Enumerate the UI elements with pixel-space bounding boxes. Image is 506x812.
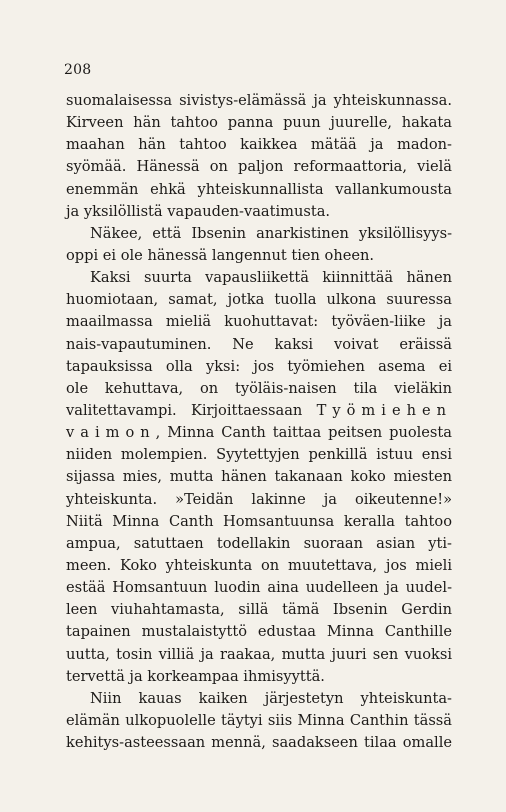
text-line-part: , Minna Canth taittaa peitsen puolesta [155, 424, 452, 442]
text-line: enemmän ehkä yhteiskunnallista vallankumousta [66, 180, 452, 198]
text-line: Kirveen hän tahtoo panna puun juurelle, hakata [66, 114, 452, 132]
spaced-title-word: vaimon [66, 424, 156, 442]
text-line-with-title [66, 422, 452, 444]
text-line-with-title [66, 400, 452, 422]
text-line: kehitys-asteessaan mennä, saadakseen tilaa omalle [66, 734, 452, 752]
text-line: leen viuhahtamasta, sillä tämä Ibsenin Gerdin [66, 601, 452, 619]
text-line: niiden molempien. Syytettyjen penkillä istuu ensi [66, 446, 452, 464]
text-line: maailmassa mieliä kuohuttavat: työväen-liike ja [66, 313, 452, 331]
paragraph-start-line: Kaksi suurta vapausliikettä kiinnittää hänen [90, 269, 452, 287]
body-text [66, 90, 452, 754]
text-line: estää Homsantuun luodin aina uudelleen ja uudel- [66, 579, 452, 597]
text-line: tapauksissa olla yksi: jos työmiehen asema ei [66, 357, 452, 375]
paragraph-start-line: Näkee, että Ibsenin anarkistinen yksilöllisyys- [90, 224, 452, 242]
text-line: ole kehuttava, on työläis-naisen tila vieläkin [66, 379, 452, 397]
text-line: yhteiskunta. »Teidän lakinne ja oikeutenne!» [66, 490, 452, 508]
text-line: huomiotaan, samat, jotka tuolla ulkona suuressa [66, 291, 452, 309]
paragraph-start-line: Niin kauas kaiken järjestetyn yhteiskunta- [90, 689, 452, 707]
text-line: tervettä ja korkeampaa ihmisyyttä. [66, 667, 325, 685]
text-line: ampua, satuttaen todellakin suoraan asian yti- [66, 534, 452, 552]
text-line: elämän ulkopuolelle täytyi siis Minna Canthin tässä [66, 711, 452, 729]
text-line: oppi ei ole hänessä langennut tien oheen. [66, 246, 375, 264]
text-line: uutta, tosin villiä ja raakaa, mutta juuri sen vuoksi [66, 645, 452, 663]
text-line: ja yksilöllistä vapauden-vaatimusta. [66, 202, 331, 220]
text-line: maahan hän tahtoo kaikkea mätää ja madon- [66, 136, 452, 154]
text-line: nais-vapautuminen. Ne kaksi voivat eräissä [66, 335, 452, 353]
text-line: meen. Koko yhteiskunta on muutettava, jos mieli [66, 556, 452, 574]
text-line-part: valitettavampi. Kirjoittaessaan [66, 401, 303, 419]
page-number: 208 [64, 62, 92, 78]
text-line: suomalaisessa sivistys-elämässä ja yhteiskunnassa. [66, 92, 452, 109]
spaced-title-word: Työmiehen [316, 401, 453, 419]
text-line: Niitä Minna Canth Homsantuunsa keralla tahtoo [66, 512, 452, 530]
text-line: syömää. Hänessä on paljon reformaattoria, vielä [66, 158, 452, 176]
text-line: sijassa mies, mutta hänen takanaan koko miesten [66, 468, 452, 486]
text-line: tapainen mustalaistyttö edustaa Minna Canthille [66, 623, 452, 641]
